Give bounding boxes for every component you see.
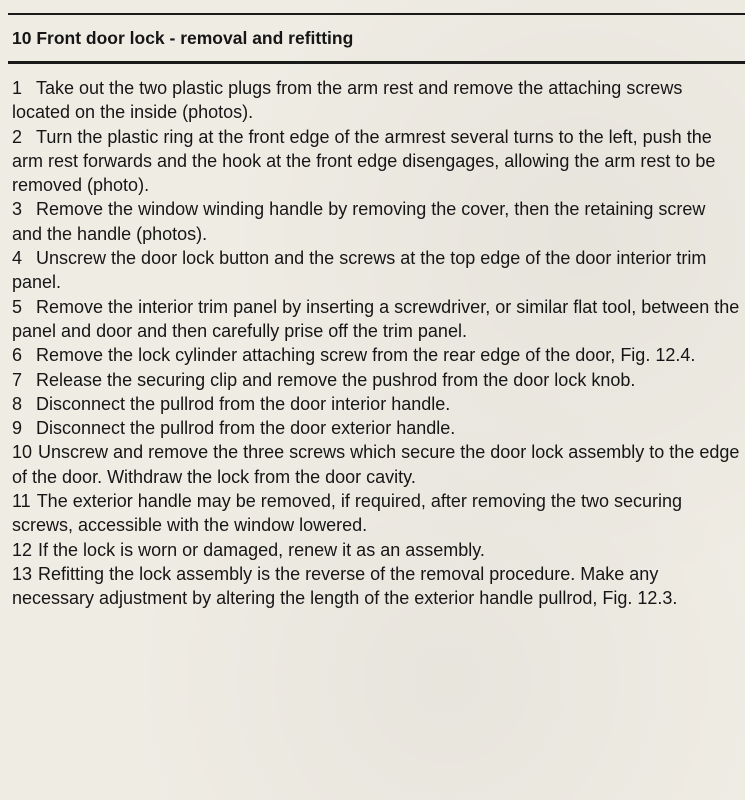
step-text: Remove the lock cylinder attaching screw from the rear edge of the door, Fig. 12.4. (36, 345, 696, 366)
step-number: 8 (12, 393, 23, 414)
procedure-steps (12, 76, 740, 611)
title-underline-rule (8, 61, 745, 64)
step-number: 11 (12, 491, 31, 512)
step-12 (12, 538, 740, 562)
step-3 (12, 197, 740, 246)
step-1 (12, 76, 740, 125)
step-text: If the lock is worn or damaged, renew it as an assembly. (38, 539, 485, 560)
step-text: Disconnect the pullrod from the door interior handle. (36, 393, 451, 414)
step-text: Remove the interior trim panel by inserting a screwdriver, or similar flat tool, between the panel and door and then carefully prise off the trim panel. (12, 296, 740, 341)
step-number: 5 (12, 296, 23, 317)
step-text: The exterior handle may be removed, if required, after removing the two securing screws, accessible with the window lowered. (12, 491, 683, 536)
step-4 (12, 246, 740, 295)
step-7 (12, 368, 740, 392)
step-text: Refitting the lock assembly is the reverse of the removal procedure. Make any necessary adjustment by altering the length of the exterior handle pullrod, Fig. 12.3. (12, 563, 678, 609)
step-6 (12, 343, 740, 367)
step-number: 13 (12, 563, 33, 584)
step-number: 3 (12, 199, 23, 220)
step-text: Release the securing clip and remove the pushrod from the door lock knob. (36, 369, 636, 390)
step-text: Disconnect the pullrod from the door exterior handle. (36, 418, 456, 439)
step-number: 2 (12, 126, 23, 147)
section-title: 10 Front door lock - removal and refitting (12, 28, 354, 48)
step-8 (12, 392, 740, 416)
step-text: Unscrew and remove the three screws which secure the door lock assembly to the edge of the door. Withdraw the lock from the door cavity. (12, 442, 740, 487)
step-text: Take out the two plastic plugs from the arm rest and remove the attaching screws located on the inside (photos). (12, 78, 683, 123)
step-5 (12, 295, 740, 344)
step-number: 7 (12, 369, 23, 390)
step-text: Turn the plastic ring at the front edge of the armrest several turns to the left, push the arm rest forwards and the hook at the front edge disengages, allowing the arm rest to be removed (photo). (12, 126, 716, 196)
step-number: 9 (12, 418, 23, 439)
step-13 (12, 562, 740, 611)
step-2 (12, 125, 740, 198)
step-number: 12 (12, 539, 33, 560)
step-number: 6 (12, 345, 23, 366)
step-number: 4 (12, 248, 23, 269)
step-11 (12, 489, 740, 538)
step-number: 10 (12, 442, 33, 463)
top-rule (8, 13, 745, 15)
step-text: Unscrew the door lock button and the screws at the top edge of the door interior trim panel. (12, 248, 707, 293)
step-9 (12, 416, 740, 440)
step-number: 1 (12, 78, 23, 98)
step-text: Remove the window winding handle by removing the cover, then the retaining screw and the handle (photos). (12, 199, 706, 244)
step-10 (12, 440, 740, 489)
